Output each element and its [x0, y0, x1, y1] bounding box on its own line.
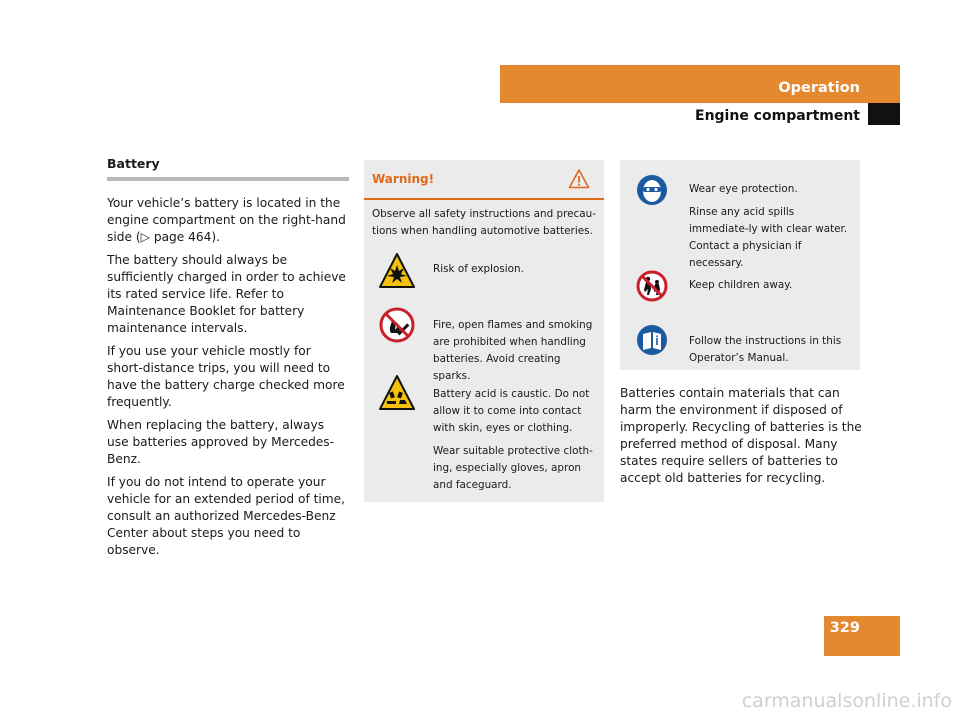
- warning-divider: [364, 198, 604, 200]
- battery-section: [107, 156, 349, 565]
- battery-paragraph: If you use your vehicle mostly for short-distance trips, you will need to have the battery charge checked more frequently.: [107, 344, 345, 409]
- eye-protection-icon: [636, 174, 668, 206]
- protection-item-text: Follow the instructions in this Operator’s Manual.: [689, 335, 842, 364]
- protection-item-text-group: [689, 181, 855, 278]
- warning-item-text: Risk of explosion.: [433, 263, 524, 275]
- watermark: carmanualsonline.info: [741, 690, 952, 712]
- warning-item-text: Battery acid is caustic. Do not allow it to come into contact with skin, eyes or clothing.: [433, 388, 590, 434]
- battery-paragraph: The battery should always be sufficiently charged in order to achieve its rated service life. Refer to Maintenance Booklet for battery maintenance intervals.: [107, 253, 346, 335]
- battery-paragraph: Your vehicle’s battery is located in the engine compartment on the right-hand side (▷ page 464).: [107, 196, 346, 244]
- warning-item-text-group: [433, 386, 599, 500]
- explosion-warning-icon: [378, 252, 416, 290]
- keep-children-away-icon: [636, 270, 668, 302]
- header-marker: [868, 103, 900, 125]
- warning-item-text: Wear suitable protective cloth-ing, especially gloves, apron and faceguard.: [433, 445, 593, 491]
- section-divider: [107, 177, 349, 181]
- corrosive-warning-icon: [378, 374, 416, 412]
- page-number: 329: [829, 620, 860, 636]
- warning-box: [364, 160, 604, 502]
- header-subsection-title: Engine compartment: [695, 108, 860, 124]
- manual-info-icon: [636, 324, 668, 356]
- battery-paragraph: If you do not intend to operate your vehicle for an extended period of time, consult an authorized Mercedes-Benz Center about steps you need to observe.: [107, 475, 346, 557]
- protection-item-text: Rinse any acid spills immediate-ly with clear water. Contact a physician if necessary.: [689, 206, 848, 269]
- no-fire-smoking-icon: [378, 306, 416, 344]
- protection-box: [620, 160, 860, 370]
- disposal-paragraph: Batteries contain materials that can harm the environment if disposed of improperly. Recycling of batteries is the preferred method of disposal. Many states require sellers of batteries to accept old batteries for recycling.: [620, 386, 862, 485]
- protection-item-text: Wear eye protection.: [689, 183, 798, 195]
- warning-item-text: Fire, open flames and smoking are prohibited when handling batteries. Avoid creating sparks.: [433, 319, 593, 382]
- battery-paragraph: When replacing the battery, always use batteries approved by Mercedes-Benz.: [107, 418, 335, 466]
- warning-intro: Observe all safety instructions and precau-tions when handling automotive batteries.: [372, 208, 596, 237]
- warning-heading: Warning!: [372, 172, 435, 186]
- header-section-title: Operation: [778, 80, 860, 96]
- battery-title: Battery: [107, 156, 160, 171]
- protection-item-text: Keep children away.: [689, 279, 793, 291]
- warning-triangle-icon: [568, 168, 590, 190]
